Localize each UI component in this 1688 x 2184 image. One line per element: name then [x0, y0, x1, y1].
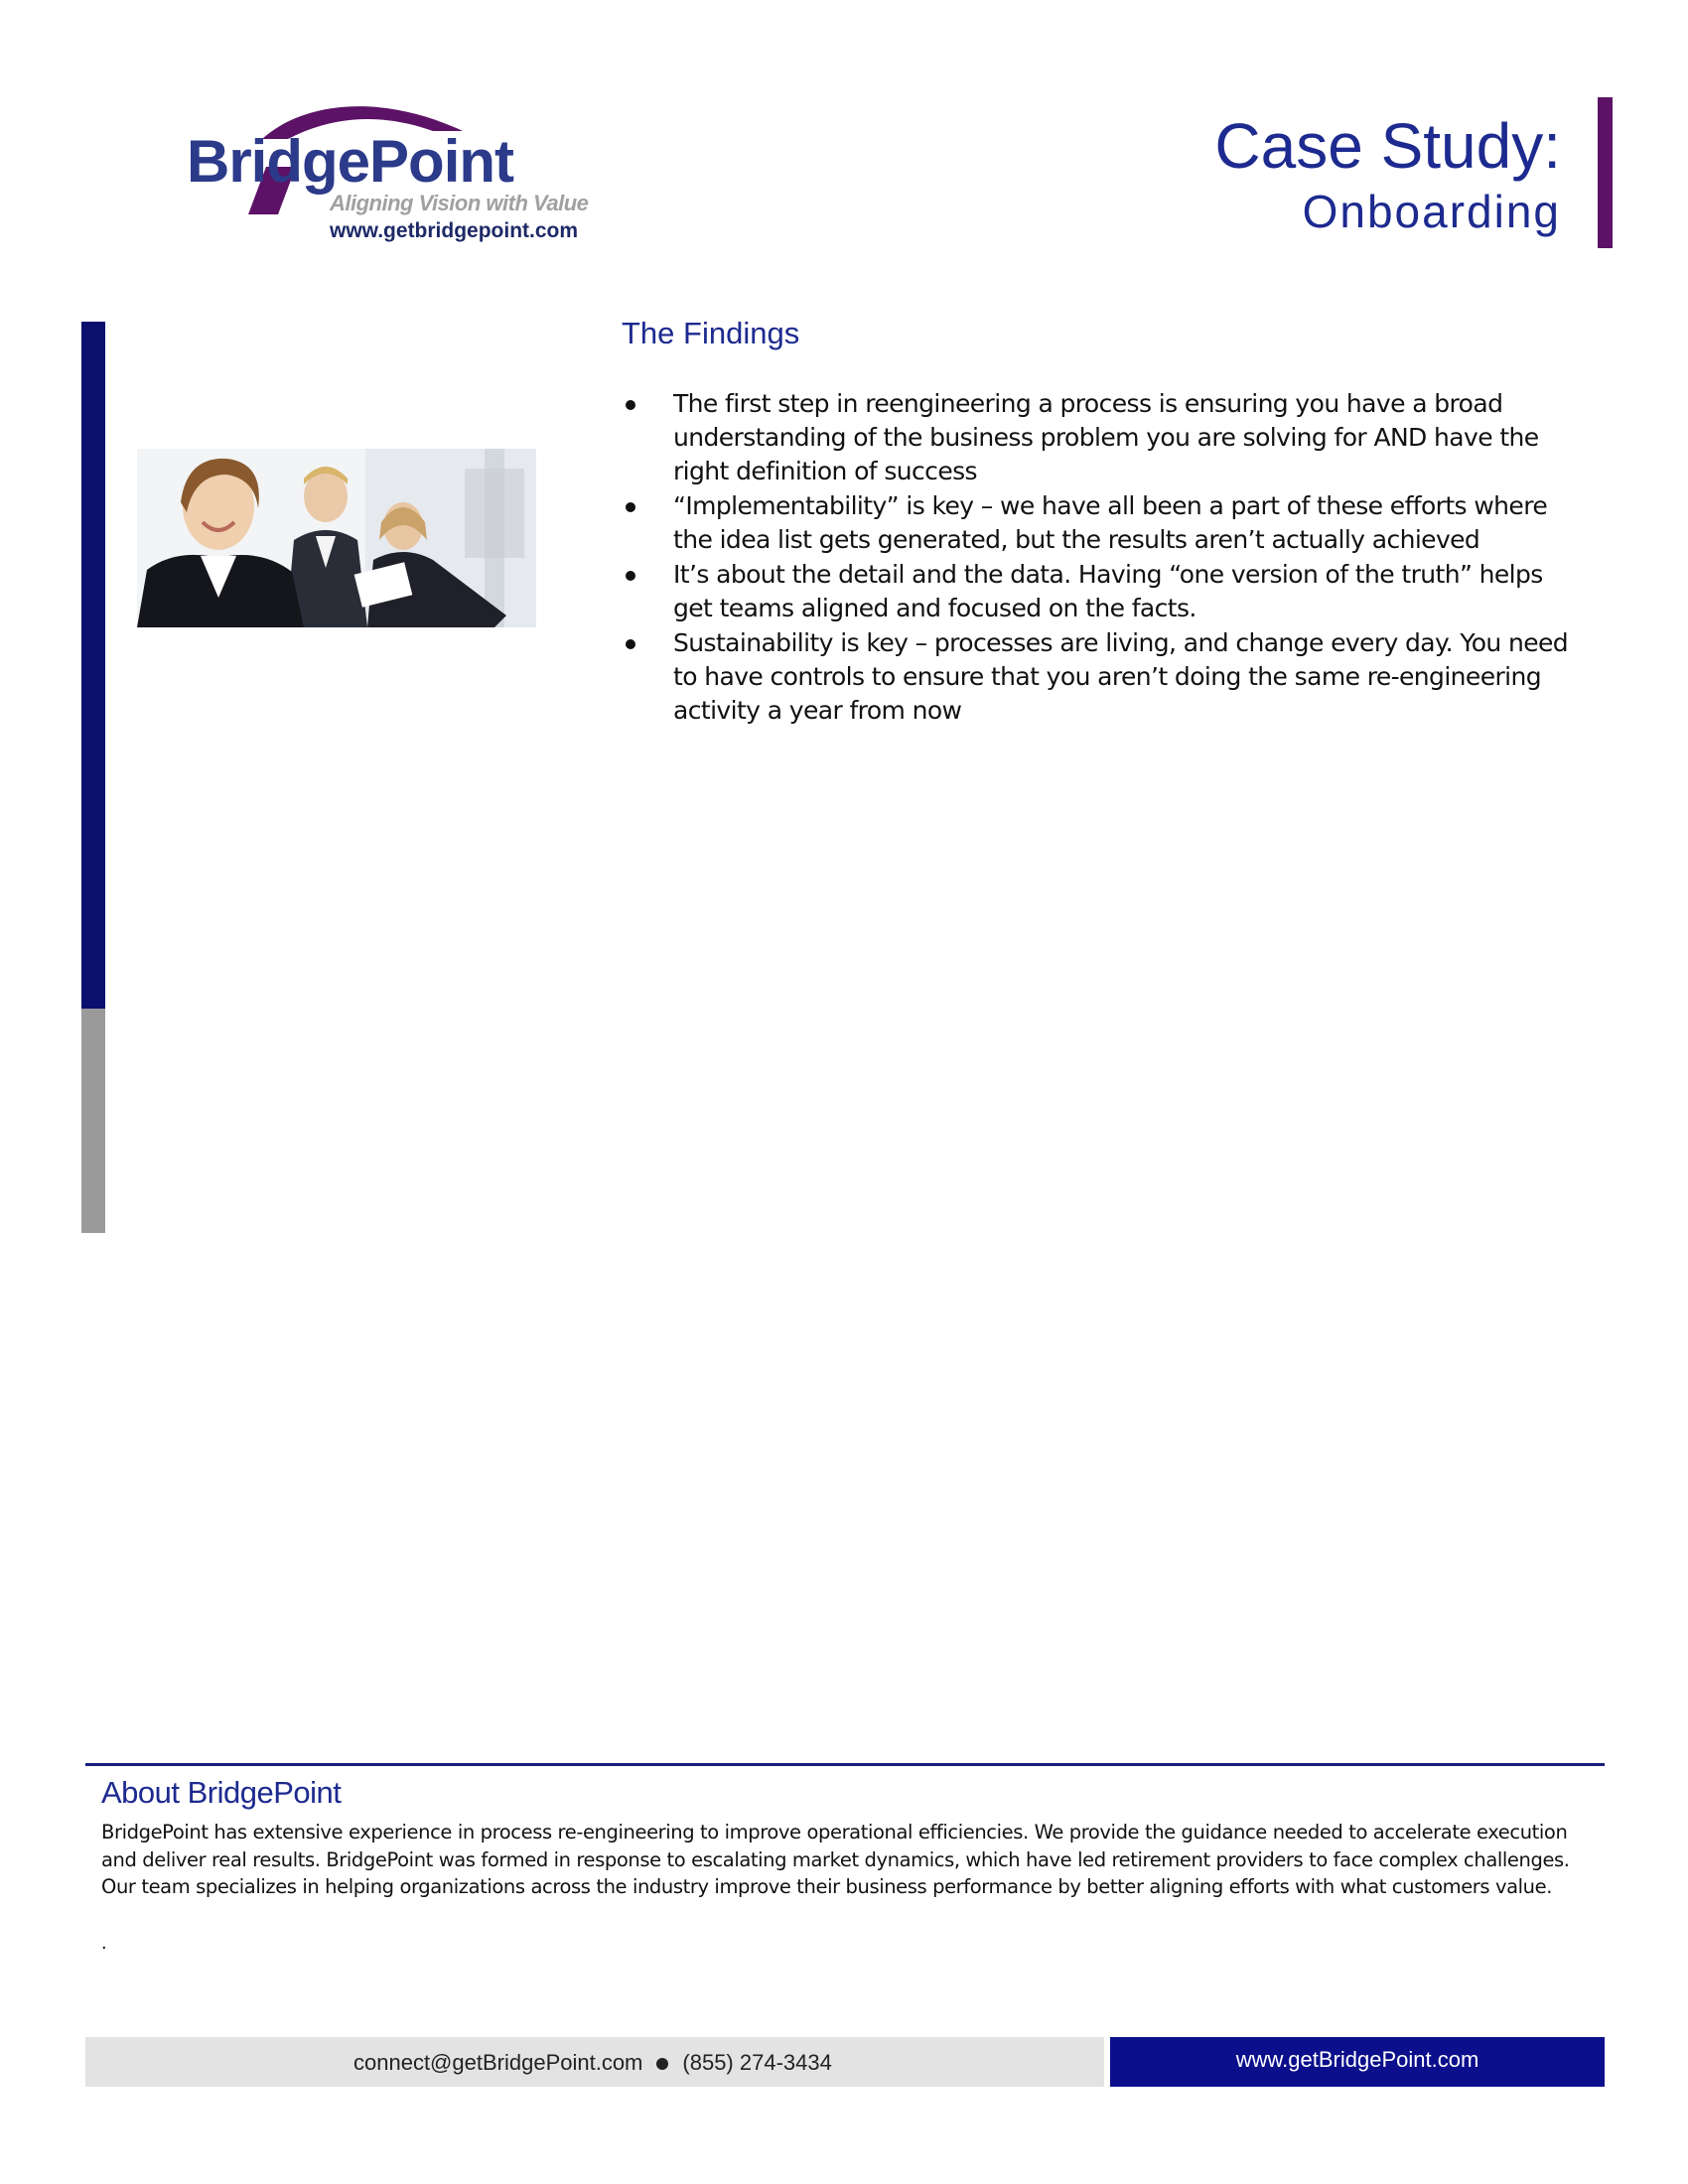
bullet-icon	[626, 639, 635, 649]
list-item	[622, 626, 1575, 728]
list-item-text: It’s about the detail and the data. Having “one version of the truth” helps get teams aligned and focused on the facts.	[673, 560, 1543, 622]
footer-email[interactable]: connect@getBridgePoint.com	[353, 2050, 643, 2075]
title-accent-bar	[1598, 97, 1613, 248]
bullet-icon	[656, 2058, 668, 2070]
page-subtitle: Onboarding	[1302, 186, 1561, 237]
footer-url-bar	[1110, 2037, 1605, 2087]
list-item-text: “Implementability” is key – we have all been a part of these efforts where the idea list gets generated, but the results aren’t actually achieved	[673, 491, 1548, 554]
page-title: Case Study:	[1214, 110, 1561, 182]
list-item	[622, 489, 1575, 557]
footer-url[interactable]: www.getBridgePoint.com	[1235, 2047, 1479, 2072]
footer-phone[interactable]: (855) 274-3434	[682, 2050, 832, 2075]
about-paragraph: BridgePoint has extensive experience in process re-engineering to improve operational efficiencies. We provide the guidance needed to accelerate execution and deliver real results. BridgePoint was formed in response to escalating market dynamics, which have led retirement providers to face complex challenges. Our team specializes in helping organizations across the industry improve their business performance by better aligning efforts with what customers value.	[101, 1821, 1570, 1898]
bullet-icon	[626, 400, 635, 410]
side-bar-gray	[81, 1009, 105, 1233]
about-trailing-mark: .	[101, 1932, 107, 1954]
bullet-icon	[626, 502, 635, 512]
about-heading: About BridgePoint	[101, 1775, 342, 1810]
logo-wordmark: BridgePoint	[187, 128, 513, 195]
side-bar-navy	[81, 322, 105, 1009]
business-team-photo	[137, 449, 536, 627]
about-divider	[85, 1763, 1605, 1766]
footer-contact-bar	[85, 2037, 1104, 2087]
footer-contact	[353, 2050, 832, 2076]
list-item	[622, 558, 1575, 625]
company-logo	[185, 95, 592, 254]
findings-list	[622, 387, 1575, 729]
list-item	[622, 387, 1575, 488]
bullet-icon	[626, 571, 635, 581]
list-item-text: Sustainability is key – processes are living, and change every day. You need to have controls to ensure that you aren’t doing the same re-engineering activity a year from now	[673, 628, 1569, 725]
logo-url[interactable]: www.getbridgepoint.com	[330, 219, 579, 242]
logo-tagline: Aligning Vision with Value	[330, 191, 589, 215]
findings-heading: The Findings	[622, 316, 800, 350]
list-item-text: The first step in reengineering a process is ensuring you have a broad understanding of the business problem you are solving for AND have the right definition of success	[673, 389, 1539, 485]
